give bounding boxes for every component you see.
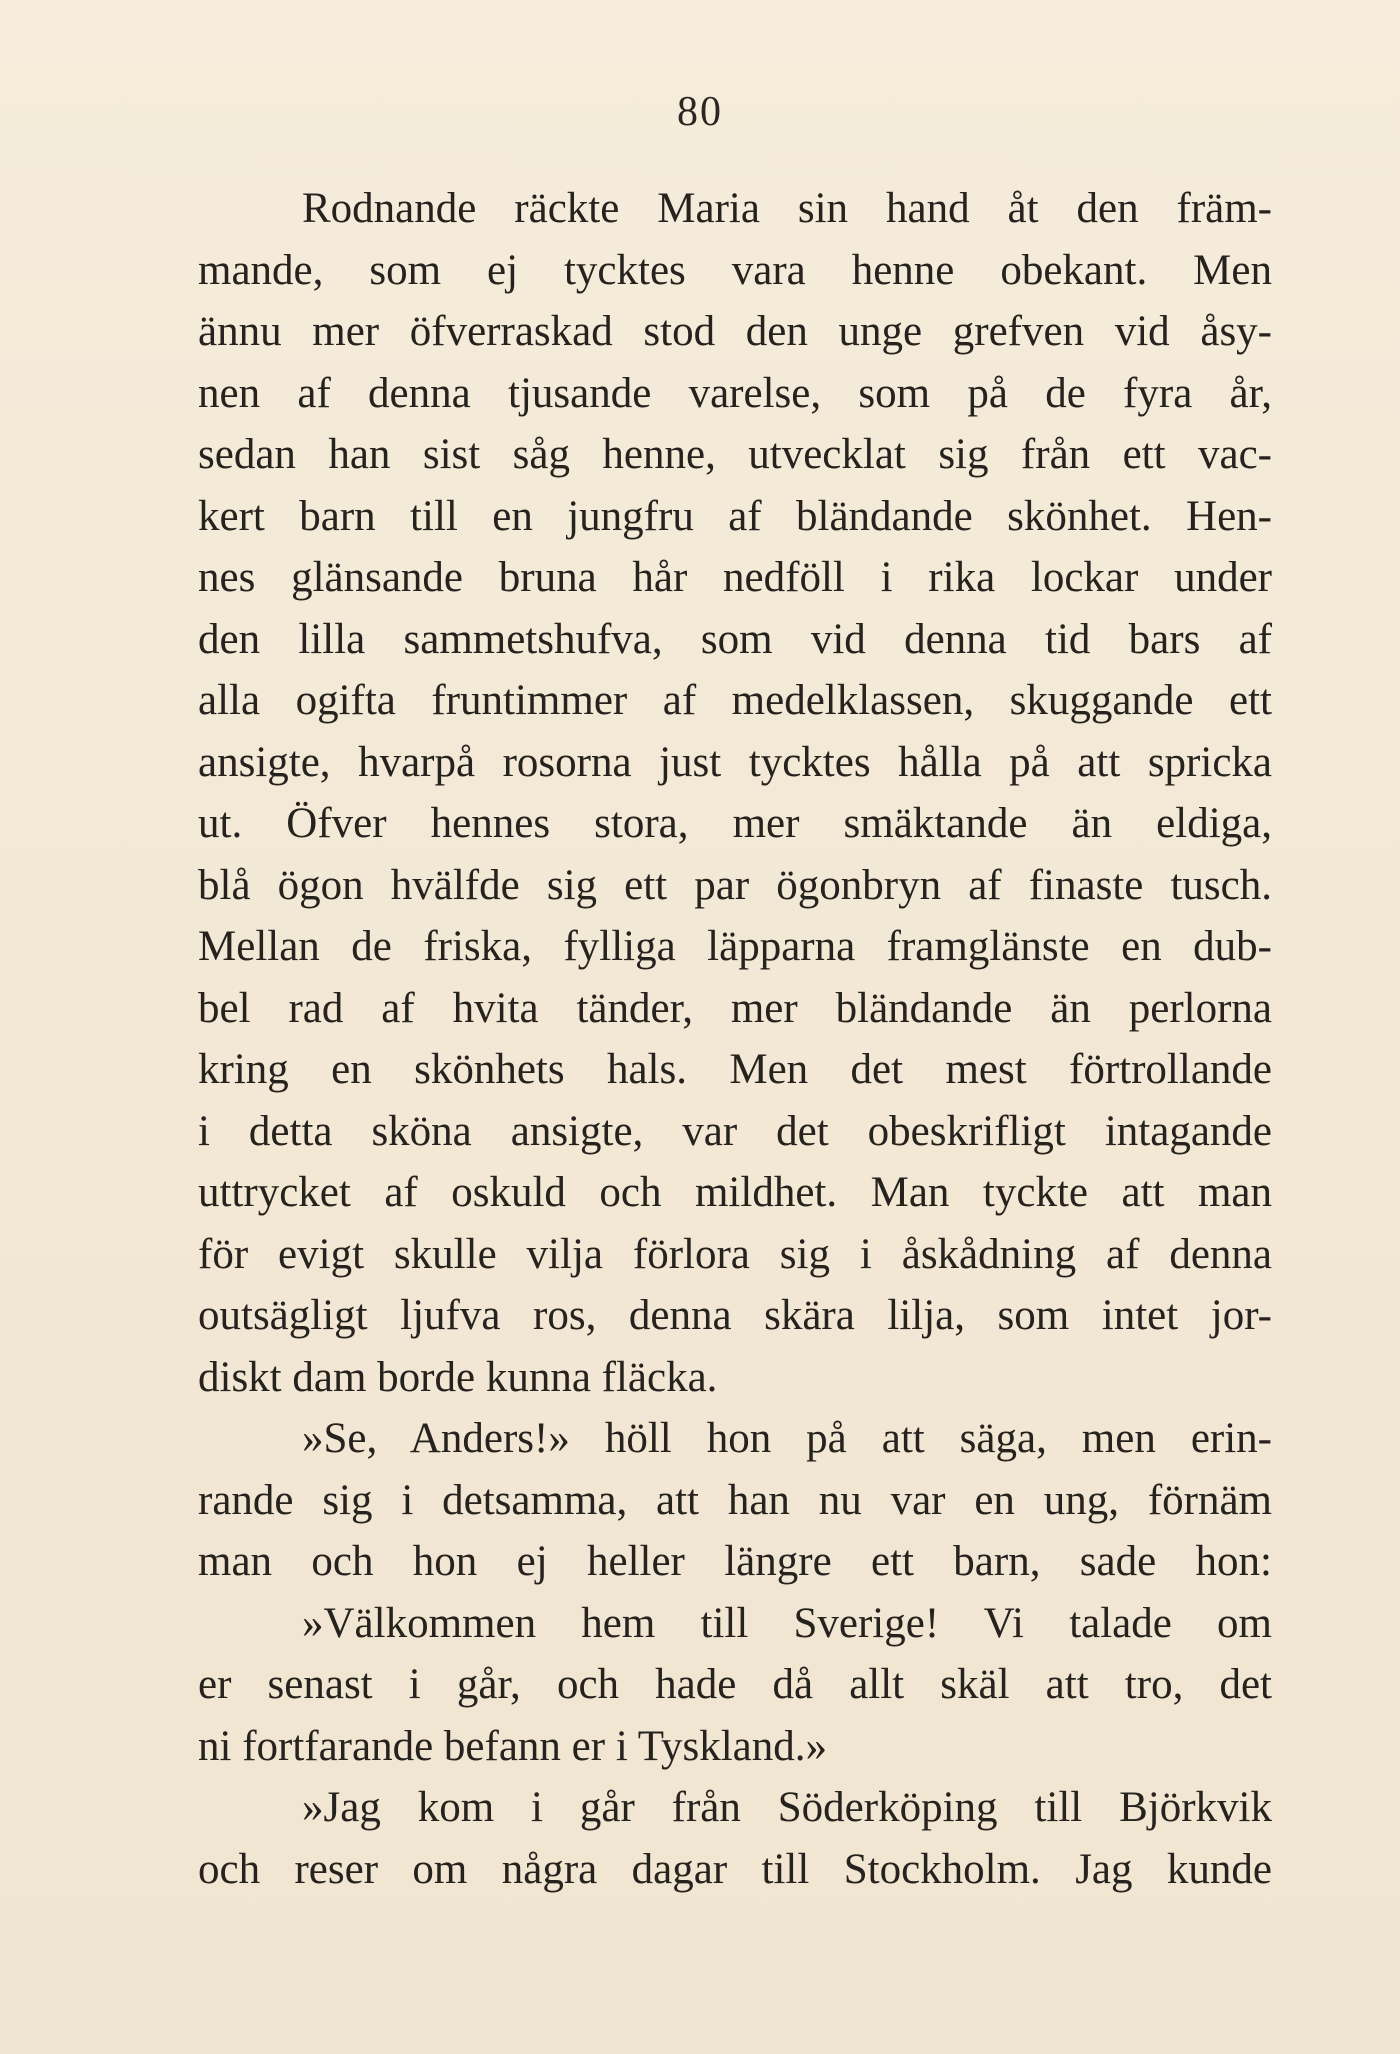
text-line: i detta sköna ansigte, var det obeskrifligt intagande bbox=[198, 1107, 1272, 1155]
text-line: outsägligt ljufva ros, denna skära lilja, som intet jor- bbox=[198, 1292, 1272, 1339]
text-line: man och hon ej heller längre ett barn, sade hon: bbox=[198, 1538, 1272, 1585]
text-line: alla ogifta fruntimmer af medelklassen, skuggande ett bbox=[198, 677, 1272, 724]
text-line: ut. Öfver hennes stora, mer smäktande än eldiga, bbox=[198, 800, 1272, 847]
text-line: rande sig i detsamma, att han nu var en ung, förnäm bbox=[198, 1476, 1272, 1524]
text-line: och reser om några dagar till Stockholm. Jag kunde bbox=[198, 1845, 1272, 1893]
text-line: nes glänsande bruna hår nedföll i rika lockar under bbox=[198, 554, 1272, 601]
text-line: diskt dam borde kunna fläcka. bbox=[198, 1353, 718, 1401]
text-line: mande, som ej tycktes vara henne obekant. Men bbox=[198, 246, 1272, 294]
text-line: »Se, Anders!» höll hon på att säga, men erin- bbox=[302, 1415, 1272, 1462]
body-text bbox=[198, 178, 1272, 1900]
text-line: ännu mer öfverraskad stod den unge grefven vid åsy- bbox=[198, 308, 1272, 355]
text-line: för evigt skulle vilja förlora sig i åskådning af denna bbox=[198, 1230, 1272, 1278]
text-line: den lilla sammetshufva, som vid denna tid bars af bbox=[198, 615, 1272, 663]
text-line: uttrycket af oskuld och mildhet. Man tyckte att man bbox=[198, 1169, 1272, 1216]
page-number: 80 bbox=[677, 89, 723, 135]
text-line: bel rad af hvita tänder, mer bländande än perlorna bbox=[198, 984, 1272, 1032]
text-line: er senast i går, och hade då allt skäl att tro, det bbox=[198, 1661, 1272, 1708]
text-line: Mellan de friska, fylliga läpparna framglänste en dub- bbox=[198, 923, 1272, 970]
text-line: Rodnande räckte Maria sin hand åt den främ- bbox=[302, 185, 1272, 232]
text-line: ansigte, hvarpå rosorna just tycktes hålla på att spricka bbox=[198, 738, 1272, 786]
text-line: kring en skönhets hals. Men det mest förtrollande bbox=[198, 1046, 1272, 1093]
text-line: blå ögon hvälfde sig ett par ögonbryn af finaste tusch. bbox=[198, 861, 1272, 909]
text-line: »Välkommen hem till Sverige! Vi talade om bbox=[302, 1599, 1272, 1647]
text-line: kert barn till en jungfru af bländande skönhet. Hen- bbox=[198, 492, 1272, 540]
text-line: nen af denna tjusande varelse, som på de fyra år, bbox=[198, 369, 1272, 417]
text-line: sedan han sist såg henne, utvecklat sig från ett vac- bbox=[198, 431, 1272, 478]
text-line: ni fortfarande befann er i Tyskland.» bbox=[198, 1722, 828, 1770]
text-line: »Jag kom i går från Söderköping till Björkvik bbox=[302, 1784, 1272, 1831]
